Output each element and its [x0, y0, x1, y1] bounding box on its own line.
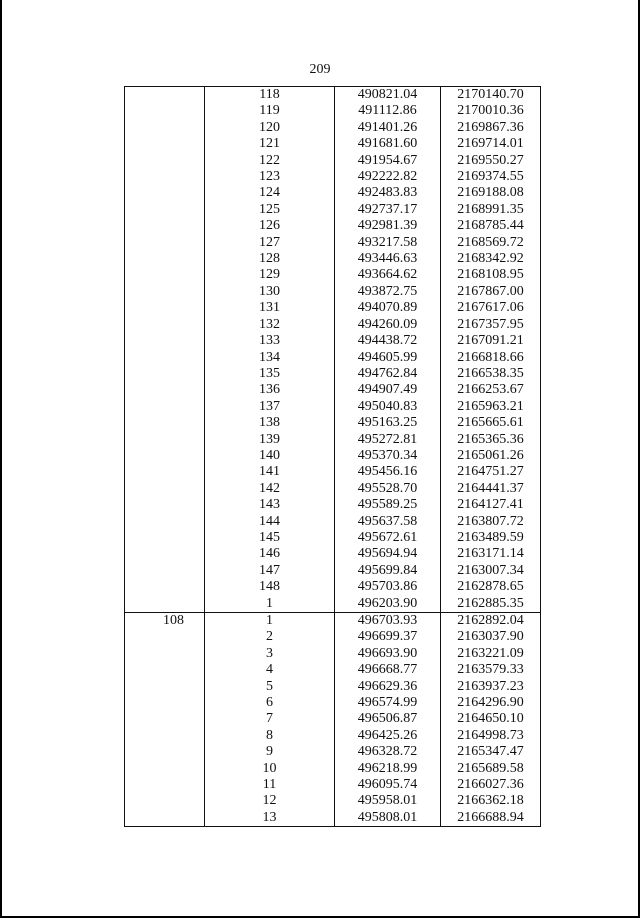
parcel-cell: [125, 464, 205, 480]
x-coordinate-cell: 496699.37: [335, 629, 441, 645]
y-coordinate-cell: 2164998.73: [441, 728, 541, 744]
x-coordinate-cell: 496574.99: [335, 695, 441, 711]
table-row: [125, 761, 541, 777]
parcel-cell: [125, 810, 205, 827]
point-number-cell: 141: [205, 464, 335, 480]
point-number-cell: 120: [205, 120, 335, 136]
y-coordinate-cell: 2164441.37: [441, 481, 541, 497]
parcel-cell: [125, 679, 205, 695]
x-coordinate-cell: 495589.25: [335, 497, 441, 513]
point-number-cell: 145: [205, 530, 335, 546]
table-row: [125, 497, 541, 513]
x-coordinate-cell: 494762.84: [335, 366, 441, 382]
y-coordinate-cell: 2164751.27: [441, 464, 541, 480]
parcel-cell: [125, 546, 205, 562]
y-coordinate-cell: 2167867.00: [441, 284, 541, 300]
y-coordinate-cell: 2163579.33: [441, 662, 541, 678]
point-number-cell: 142: [205, 481, 335, 497]
point-number-cell: 3: [205, 646, 335, 662]
table-row: [125, 87, 541, 104]
parcel-cell: [125, 202, 205, 218]
point-number-cell: 10: [205, 761, 335, 777]
point-number-cell: 13: [205, 810, 335, 827]
point-number-cell: 147: [205, 563, 335, 579]
y-coordinate-cell: 2163489.59: [441, 530, 541, 546]
x-coordinate-cell: 496693.90: [335, 646, 441, 662]
y-coordinate-cell: 2168569.72: [441, 235, 541, 251]
parcel-cell: [125, 744, 205, 760]
x-coordinate-cell: 495699.84: [335, 563, 441, 579]
parcel-cell: [125, 579, 205, 595]
x-coordinate-cell: 492737.17: [335, 202, 441, 218]
x-coordinate-cell: 496629.36: [335, 679, 441, 695]
table-row: [125, 711, 541, 727]
parcel-cell: [125, 629, 205, 645]
point-number-cell: 124: [205, 185, 335, 201]
y-coordinate-cell: 2170140.70: [441, 87, 541, 104]
point-number-cell: 137: [205, 399, 335, 415]
y-coordinate-cell: 2167091.21: [441, 333, 541, 349]
x-coordinate-cell: 495958.01: [335, 793, 441, 809]
y-coordinate-cell: 2165061.26: [441, 448, 541, 464]
table-row: [125, 546, 541, 562]
x-coordinate-cell: 491401.26: [335, 120, 441, 136]
table-row: [125, 366, 541, 382]
table-row: [125, 432, 541, 448]
parcel-cell: [125, 300, 205, 316]
point-number-cell: 128: [205, 251, 335, 267]
table-row: [125, 662, 541, 678]
point-number-cell: 132: [205, 317, 335, 333]
x-coordinate-cell: 495528.70: [335, 481, 441, 497]
x-coordinate-cell: 494438.72: [335, 333, 441, 349]
x-coordinate-cell: 495703.86: [335, 579, 441, 595]
table-row: [125, 793, 541, 809]
parcel-cell: [125, 251, 205, 267]
y-coordinate-cell: 2166027.36: [441, 777, 541, 793]
parcel-cell: [125, 662, 205, 678]
y-coordinate-cell: 2168108.95: [441, 267, 541, 283]
x-coordinate-cell: 496506.87: [335, 711, 441, 727]
table-row: [125, 695, 541, 711]
point-number-cell: 118: [205, 87, 335, 104]
y-coordinate-cell: 2168342.92: [441, 251, 541, 267]
y-coordinate-cell: 2164296.90: [441, 695, 541, 711]
parcel-cell: [125, 399, 205, 415]
x-coordinate-cell: 495694.94: [335, 546, 441, 562]
coordinates-table: [124, 86, 541, 827]
y-coordinate-cell: 2163171.14: [441, 546, 541, 562]
x-coordinate-cell: 492222.82: [335, 169, 441, 185]
x-coordinate-cell: 496218.99: [335, 761, 441, 777]
table-row: [125, 679, 541, 695]
table-row: [125, 777, 541, 793]
y-coordinate-cell: 2166818.66: [441, 350, 541, 366]
y-coordinate-cell: 2169714.01: [441, 136, 541, 152]
table-row: [125, 333, 541, 349]
parcel-cell: [125, 530, 205, 546]
point-number-cell: 121: [205, 136, 335, 152]
parcel-cell: [125, 761, 205, 777]
table-row: [125, 317, 541, 333]
parcel-cell: [125, 695, 205, 711]
x-coordinate-cell: 491681.60: [335, 136, 441, 152]
point-number-cell: 12: [205, 793, 335, 809]
y-coordinate-cell: 2162878.65: [441, 579, 541, 595]
y-coordinate-cell: 2163037.90: [441, 629, 541, 645]
x-coordinate-cell: 495672.61: [335, 530, 441, 546]
table-row: [125, 153, 541, 169]
point-number-cell: 135: [205, 366, 335, 382]
point-number-cell: 6: [205, 695, 335, 711]
x-coordinate-cell: 496425.26: [335, 728, 441, 744]
parcel-cell: [125, 333, 205, 349]
point-number-cell: 1: [205, 596, 335, 613]
parcel-cell: [125, 382, 205, 398]
point-number-cell: 126: [205, 218, 335, 234]
table-row: [125, 579, 541, 595]
table-row: [125, 120, 541, 136]
parcel-cell: [125, 267, 205, 283]
point-number-cell: 1: [205, 613, 335, 630]
parcel-cell: [125, 432, 205, 448]
parcel-cell: [125, 120, 205, 136]
parcel-cell: [125, 793, 205, 809]
x-coordinate-cell: 495808.01: [335, 810, 441, 827]
x-coordinate-cell: 491954.67: [335, 153, 441, 169]
x-coordinate-cell: 490821.04: [335, 87, 441, 104]
y-coordinate-cell: 2165689.58: [441, 761, 541, 777]
x-coordinate-cell: 495040.83: [335, 399, 441, 415]
table-row: [125, 613, 541, 630]
x-coordinate-cell: 495163.25: [335, 415, 441, 431]
table-row: [125, 744, 541, 760]
y-coordinate-cell: 2164650.10: [441, 711, 541, 727]
y-coordinate-cell: 2168785.44: [441, 218, 541, 234]
parcel-cell: [125, 218, 205, 234]
parcel-cell: [125, 777, 205, 793]
x-coordinate-cell: 494260.09: [335, 317, 441, 333]
point-number-cell: 5: [205, 679, 335, 695]
table-row: [125, 218, 541, 234]
y-coordinate-cell: 2163807.72: [441, 514, 541, 530]
point-number-cell: 143: [205, 497, 335, 513]
parcel-cell: [125, 448, 205, 464]
parcel-cell: [125, 153, 205, 169]
table-row: [125, 810, 541, 827]
x-coordinate-cell: 495370.34: [335, 448, 441, 464]
point-number-cell: 139: [205, 432, 335, 448]
parcel-cell: [125, 596, 205, 613]
table-row: [125, 399, 541, 415]
point-number-cell: 2: [205, 629, 335, 645]
parcel-cell: [125, 185, 205, 201]
table-row: [125, 415, 541, 431]
point-number-cell: 146: [205, 546, 335, 562]
parcel-cell: [125, 563, 205, 579]
parcel-cell: [125, 514, 205, 530]
y-coordinate-cell: 2167617.06: [441, 300, 541, 316]
x-coordinate-cell: 493664.62: [335, 267, 441, 283]
point-number-cell: 133: [205, 333, 335, 349]
parcel-cell: [125, 728, 205, 744]
y-coordinate-cell: 2165365.36: [441, 432, 541, 448]
y-coordinate-cell: 2167357.95: [441, 317, 541, 333]
y-coordinate-cell: 2164127.41: [441, 497, 541, 513]
table-row: [125, 202, 541, 218]
y-coordinate-cell: 2169188.08: [441, 185, 541, 201]
point-number-cell: 119: [205, 103, 335, 119]
table-row: [125, 596, 541, 613]
point-number-cell: 144: [205, 514, 335, 530]
table-row: [125, 448, 541, 464]
x-coordinate-cell: 496095.74: [335, 777, 441, 793]
x-coordinate-cell: 495272.81: [335, 432, 441, 448]
point-number-cell: 131: [205, 300, 335, 316]
y-coordinate-cell: 2168991.35: [441, 202, 541, 218]
parcel-cell: [125, 350, 205, 366]
y-coordinate-cell: 2165665.61: [441, 415, 541, 431]
table-row: [125, 251, 541, 267]
x-coordinate-cell: 496203.90: [335, 596, 441, 613]
table-row: [125, 629, 541, 645]
parcel-cell: [125, 646, 205, 662]
parcel-cell: [125, 497, 205, 513]
table-row: [125, 350, 541, 366]
x-coordinate-cell: 494070.89: [335, 300, 441, 316]
point-number-cell: 11: [205, 777, 335, 793]
table-row: [125, 300, 541, 316]
parcel-cell: [125, 136, 205, 152]
y-coordinate-cell: 2162892.04: [441, 613, 541, 630]
table-row: [125, 103, 541, 119]
parcel-cell: [125, 711, 205, 727]
point-number-cell: 127: [205, 235, 335, 251]
x-coordinate-cell: 494605.99: [335, 350, 441, 366]
page-number: 209: [309, 62, 331, 77]
y-coordinate-cell: 2162885.35: [441, 596, 541, 613]
parcel-cell: [125, 169, 205, 185]
table-row: [125, 235, 541, 251]
table-row: [125, 267, 541, 283]
y-coordinate-cell: 2166688.94: [441, 810, 541, 827]
point-number-cell: 4: [205, 662, 335, 678]
x-coordinate-cell: 495456.16: [335, 464, 441, 480]
parcel-cell: [125, 284, 205, 300]
parcel-cell: [125, 415, 205, 431]
parcel-cell: [125, 366, 205, 382]
y-coordinate-cell: 2169550.27: [441, 153, 541, 169]
x-coordinate-cell: 493446.63: [335, 251, 441, 267]
point-number-cell: 122: [205, 153, 335, 169]
y-coordinate-cell: 2165347.47: [441, 744, 541, 760]
point-number-cell: 8: [205, 728, 335, 744]
point-number-cell: 138: [205, 415, 335, 431]
table-row: [125, 185, 541, 201]
y-coordinate-cell: 2170010.36: [441, 103, 541, 119]
point-number-cell: 7: [205, 711, 335, 727]
table-row: [125, 481, 541, 497]
x-coordinate-cell: 492981.39: [335, 218, 441, 234]
x-coordinate-cell: 491112.86: [335, 103, 441, 119]
x-coordinate-cell: 496703.93: [335, 613, 441, 630]
table-row: [125, 464, 541, 480]
x-coordinate-cell: 496328.72: [335, 744, 441, 760]
point-number-cell: 136: [205, 382, 335, 398]
x-coordinate-cell: 496668.77: [335, 662, 441, 678]
table-row: [125, 136, 541, 152]
y-coordinate-cell: 2163937.23: [441, 679, 541, 695]
y-coordinate-cell: 2166362.18: [441, 793, 541, 809]
parcel-cell: [125, 103, 205, 119]
parcel-cell: [125, 235, 205, 251]
table-row: [125, 563, 541, 579]
table-row: [125, 514, 541, 530]
point-number-cell: 140: [205, 448, 335, 464]
x-coordinate-cell: 495637.58: [335, 514, 441, 530]
point-number-cell: 123: [205, 169, 335, 185]
x-coordinate-cell: 493872.75: [335, 284, 441, 300]
point-number-cell: 148: [205, 579, 335, 595]
x-coordinate-cell: 493217.58: [335, 235, 441, 251]
y-coordinate-cell: 2169867.36: [441, 120, 541, 136]
parcel-cell: [125, 317, 205, 333]
coordinates-table-body: [125, 87, 541, 827]
point-number-cell: 134: [205, 350, 335, 366]
x-coordinate-cell: 494907.49: [335, 382, 441, 398]
point-number-cell: 9: [205, 744, 335, 760]
scan-border-left: [0, 0, 2, 918]
parcel-cell: 108: [125, 613, 205, 630]
point-number-cell: 125: [205, 202, 335, 218]
x-coordinate-cell: 492483.83: [335, 185, 441, 201]
point-number-cell: 130: [205, 284, 335, 300]
table-row: [125, 169, 541, 185]
point-number-cell: 129: [205, 267, 335, 283]
y-coordinate-cell: 2165963.21: [441, 399, 541, 415]
y-coordinate-cell: 2163221.09: [441, 646, 541, 662]
table-row: [125, 382, 541, 398]
table-row: [125, 646, 541, 662]
parcel-cell: [125, 481, 205, 497]
parcel-cell: [125, 87, 205, 104]
table-row: [125, 284, 541, 300]
y-coordinate-cell: 2163007.34: [441, 563, 541, 579]
y-coordinate-cell: 2169374.55: [441, 169, 541, 185]
y-coordinate-cell: 2166538.35: [441, 366, 541, 382]
table-row: [125, 728, 541, 744]
y-coordinate-cell: 2166253.67: [441, 382, 541, 398]
table-row: [125, 530, 541, 546]
